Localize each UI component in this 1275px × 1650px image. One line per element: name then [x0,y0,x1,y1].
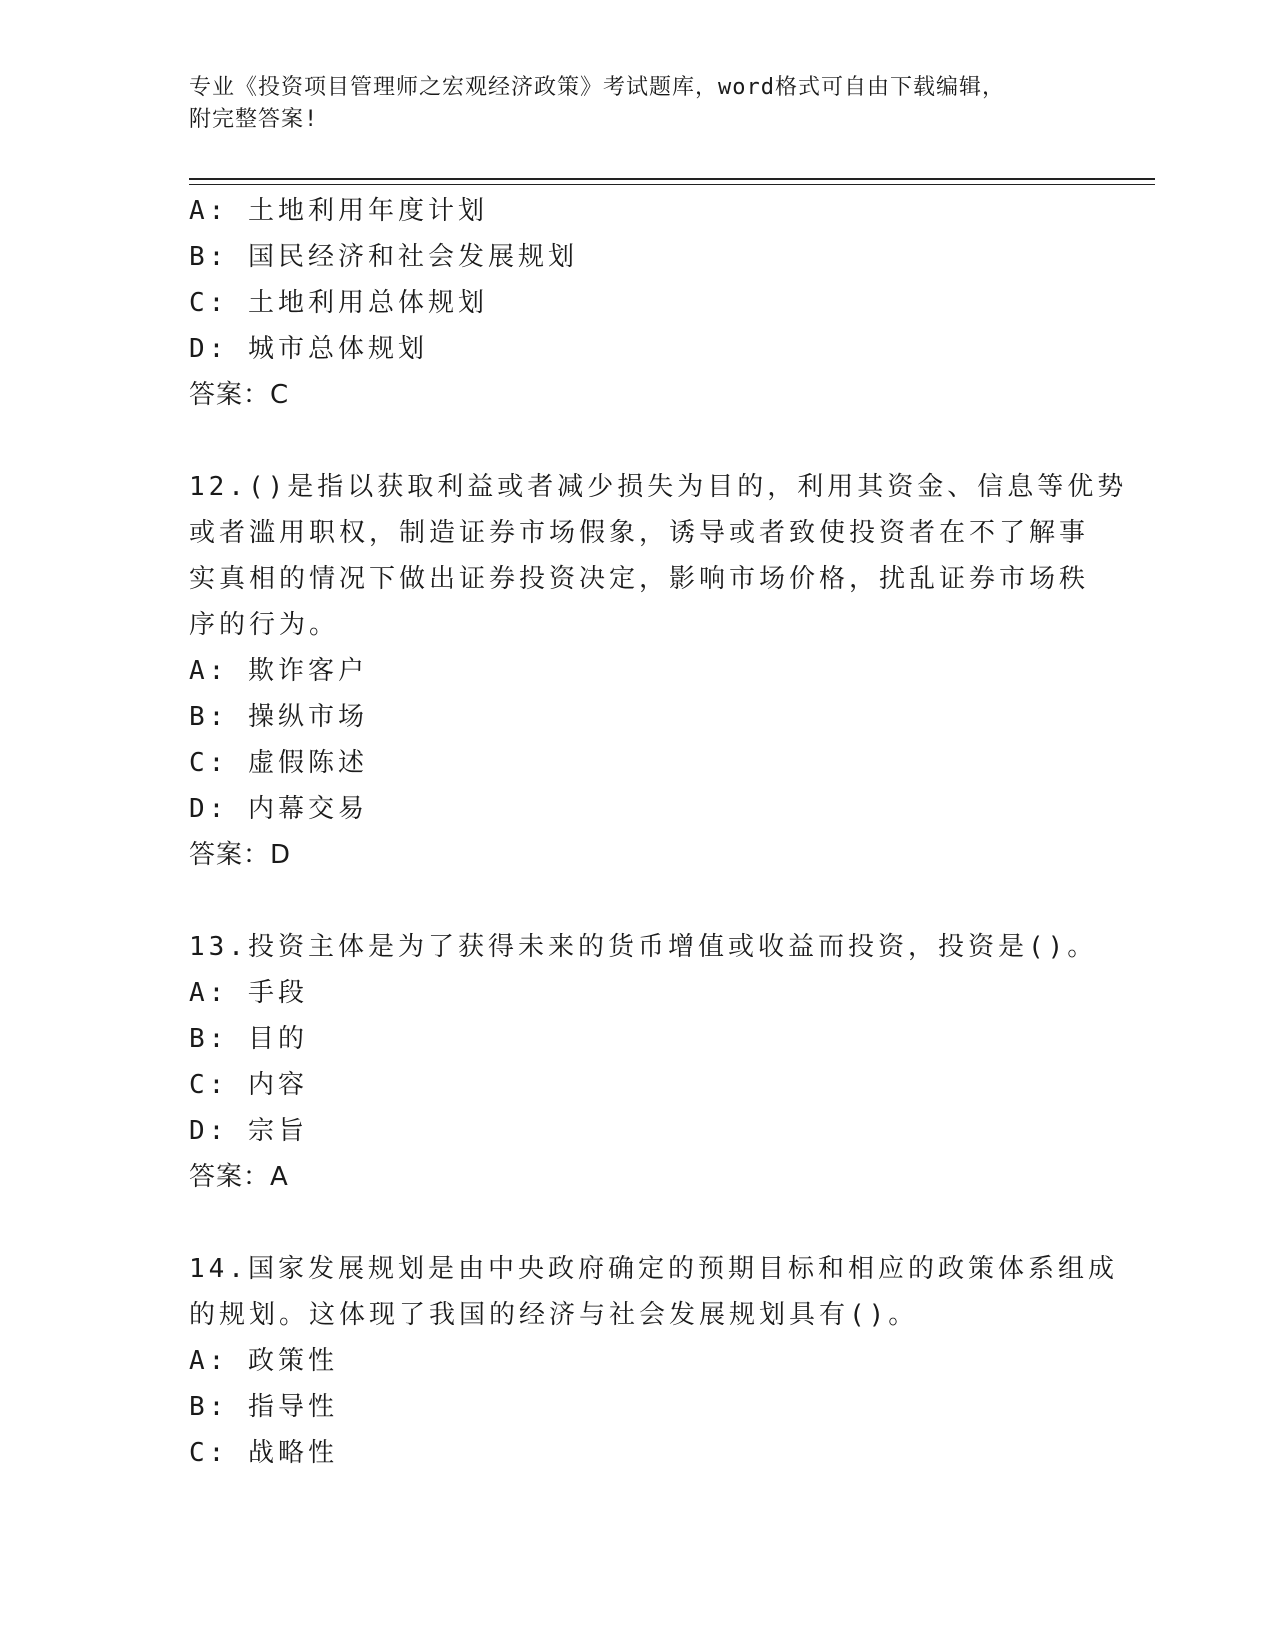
option-c: C: 战略性 [189,1438,338,1468]
option-c: C: 土地利用总体规划 [189,288,488,318]
question-text-line: 实真相的情况下做出证券投资决定，影响市场价格，扰乱证券市场秩 [189,564,1090,594]
option-b: B: 操纵市场 [189,702,368,732]
question-list [189,188,1128,1476]
option-d: D: 宗旨 [189,1116,308,1146]
header-line-2: 附完整答案! [189,107,319,132]
question-text-line: 12.()是指以获取利益或者减少损失为目的，利用其资金、信息等优势 [189,472,1128,502]
option-b: B: 目的 [189,1024,308,1054]
option-a: A: 欺诈客户 [189,656,368,686]
option-a: A: 手段 [189,978,308,1008]
spacer [189,878,1089,924]
option-c: C: 虚假陈述 [189,748,368,778]
question-text-line: 的规划。这体现了我国的经济与社会发展规划具有()。 [189,1300,919,1330]
spacer [189,418,1089,464]
spacer [189,1200,1089,1246]
answer-line: 答案：D [189,840,292,870]
option-a: A: 政策性 [189,1346,338,1376]
option-d: D: 内幕交易 [189,794,368,824]
question-text-line: 14.国家发展规划是由中央政府确定的预期目标和相应的政策体系组成 [189,1254,1118,1284]
question-13 [189,924,1098,1200]
header-divider-thin [189,184,1155,185]
option-b: B: 指导性 [189,1392,338,1422]
header-divider [189,178,1155,180]
question-text-line: 13.投资主体是为了获得未来的货币增值或收益而投资，投资是()。 [189,932,1098,962]
answer-line: 答案：C [189,380,290,410]
question-14 [189,1246,1118,1476]
document-header [189,72,1089,136]
option-d: D: 城市总体规划 [189,334,428,364]
question-text-line: 序的行为。 [189,610,340,640]
question-text-line: 或者滥用职权，制造证券市场假象，诱导或者致使投资者在不了解事 [189,518,1090,548]
question-12 [189,464,1128,878]
question-11 [189,188,1089,418]
header-line-1: 专业《投资项目管理师之宏观经济政策》考试题库，word格式可自由下载编辑， [189,75,1005,100]
option-a: A: 土地利用年度计划 [189,196,488,226]
answer-line: 答案：A [189,1162,289,1192]
option-c: C: 内容 [189,1070,308,1100]
option-b: B: 国民经济和社会发展规划 [189,242,578,272]
